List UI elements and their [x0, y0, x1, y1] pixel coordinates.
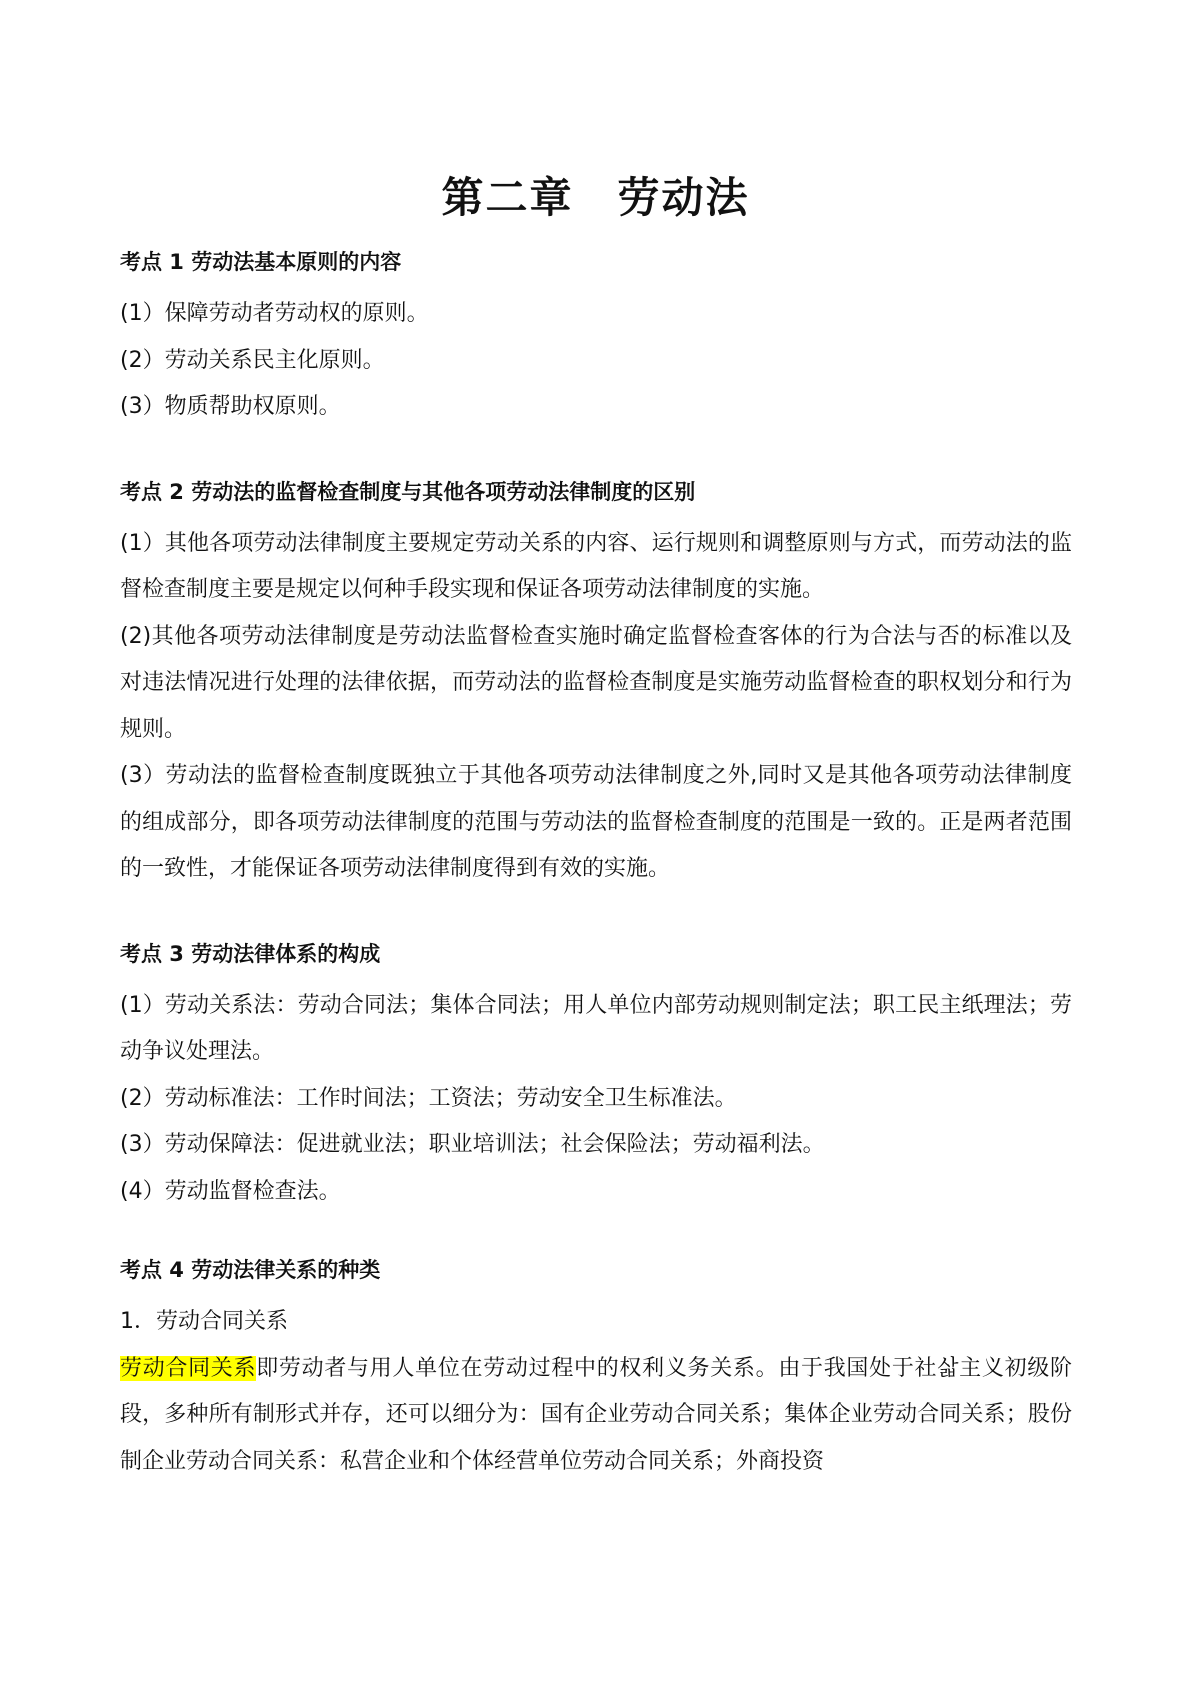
list-item: (1）劳动关系法：劳动合同法；集体合同法；用人单位内部劳动规则制定法；职工民主纸理法；劳动争议处理法。: [120, 992, 1072, 1064]
section-heading: 考点 1 劳动法基本原则的内容: [120, 250, 402, 274]
page-title: 第二章 劳动法: [441, 173, 750, 222]
subheading: 1．劳动合同关系: [120, 1309, 288, 1334]
list-item: (2）劳动关系民主化原则。: [120, 347, 385, 373]
list-item: (4）劳动监督检查法。: [120, 1178, 341, 1204]
list-item: (2）劳动标准法：工作时间法；工资法；劳动安全卫生标准法。: [120, 1085, 737, 1111]
list-item: (1）保障劳动者劳动权的原则。: [120, 301, 429, 326]
section-3: [120, 937, 1072, 1216]
document-body: [120, 245, 1072, 1485]
section-2: [120, 475, 1072, 893]
paragraph-text: 即劳动者与用人单位在劳动过程中的权利义务关系。由于我国处于社삷主义初级阶段，多种所有制形式并存，还可以细分为：国有企业劳动合同关系；集体企业劳动合同关系；股份制企业劳动合同关系：私营企业和个体经营单位劳动合同关系；外商投资: [120, 1355, 1072, 1474]
section-heading: 考点 4 劳动法律关系的种类: [120, 1258, 381, 1282]
body-paragraph: [120, 1346, 1072, 1486]
section-4: [120, 1253, 1072, 1485]
list-item: (3）物质帮助权原则。: [120, 394, 341, 419]
highlighted-term: 劳动合同关系: [120, 1355, 257, 1381]
section-heading: 考点 3 劳动法律体系的构成: [120, 941, 381, 966]
section-spacer: [120, 893, 1072, 937]
list-item: (3）劳动保障法：促进就业法；职业培训法；社会保险法；劳动福利法。: [120, 1132, 825, 1157]
section-spacer: [120, 1215, 1072, 1253]
section-1: [120, 245, 1072, 431]
section-heading: 考点 2 劳动法的监督检查制度与其他各项劳动法律制度的区别: [120, 479, 696, 504]
list-item: (2)其他各项劳动法律制度是劳动法监督检查实施时确定监督检查客体的行为合法与否的标准以及对违法情况进行处理的法律依据，而劳动法的监督检查制度是实施劳动监督检查的职权划分和行为规则。: [120, 623, 1072, 742]
section-spacer: [120, 431, 1072, 475]
list-item: (1）其他各项劳动法律制度主要规定劳动关系的内容、运行规则和调整原则与方式，而劳动法的监督检查制度主要是规定以何种手段实现和保证各项劳动法律制度的实施。: [120, 530, 1072, 602]
list-item: (3）劳动法的监督检查制度既独立于其他各项劳动法律制度之外,同时又是其他各项劳动法律制度的组成部分，即各项劳动法律制度的范围与劳动法的监督检查制度的范围是一致的。正是两者范围的一致性，才能保证各项劳动法律制度得到有效的实施。: [120, 763, 1072, 881]
